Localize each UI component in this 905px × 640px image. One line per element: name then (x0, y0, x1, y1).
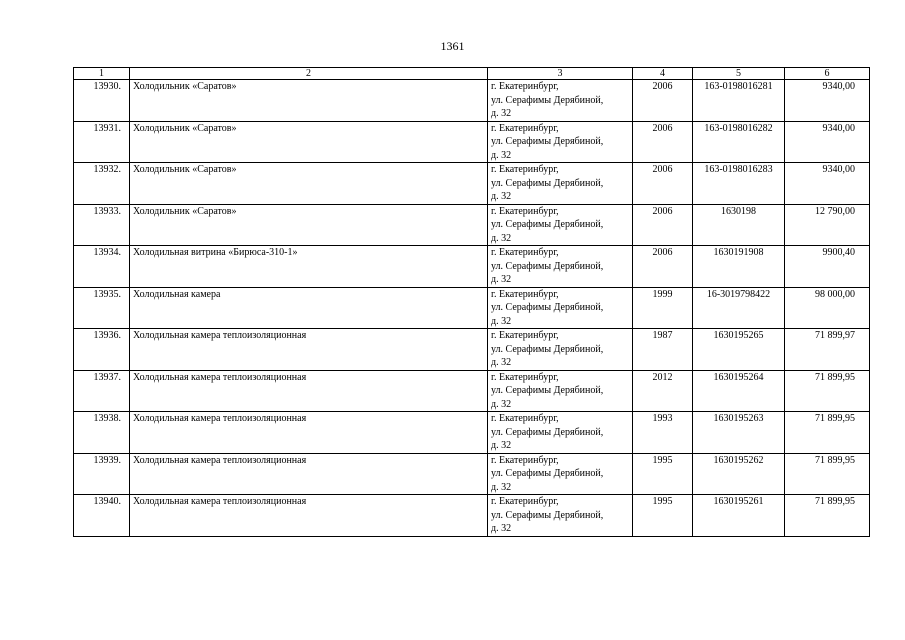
table-row (74, 287, 870, 329)
row-number: 13934. (74, 246, 130, 288)
address-building: д. 32 (491, 357, 512, 368)
item-cost: 71 899,95 (785, 495, 870, 537)
item-inventory-number: 1630191908 (693, 246, 785, 288)
item-cost: 71 899,97 (785, 329, 870, 371)
table-row (74, 495, 870, 537)
item-year: 2006 (633, 246, 693, 288)
item-cost: 9340,00 (785, 163, 870, 205)
item-address (488, 204, 633, 246)
table-row (74, 370, 870, 412)
item-inventory-number: 1630195262 (693, 453, 785, 495)
row-number: 13935. (74, 287, 130, 329)
column-header-cost: 6 (785, 68, 870, 80)
item-year: 2006 (633, 163, 693, 205)
address-building: д. 32 (491, 108, 512, 119)
item-cost: 71 899,95 (785, 453, 870, 495)
address-street: ул. Серафимы Дерябиной, (491, 385, 604, 396)
item-year: 2006 (633, 121, 693, 163)
item-cost: 9340,00 (785, 121, 870, 163)
row-number: 13938. (74, 412, 130, 454)
table-row (74, 163, 870, 205)
item-name: Холодильная камера теплоизоляционная (130, 412, 488, 454)
address-building: д. 32 (491, 315, 512, 327)
address-city: г. Екатеринбург, (491, 454, 559, 466)
item-name: Холодильник «Саратов» (130, 204, 488, 246)
item-year: 2006 (633, 204, 693, 246)
item-inventory-number: 163-0198016283 (693, 163, 785, 205)
item-year: 1999 (633, 287, 693, 329)
item-year: 1993 (633, 412, 693, 454)
item-address (488, 80, 633, 122)
address-street: ул. Серафимы Дерябиной, (491, 260, 604, 272)
item-cost: 9900,40 (785, 246, 870, 288)
item-address (488, 246, 633, 288)
table-row (74, 412, 870, 454)
item-inventory-number: 16-3019798422 (693, 287, 785, 329)
item-year: 2006 (633, 80, 693, 122)
table-row (74, 453, 870, 495)
address-city: г. Екатеринбург, (491, 81, 559, 92)
item-cost: 12 790,00 (785, 204, 870, 246)
item-name: Холодильник «Саратов» (130, 121, 488, 163)
item-cost: 71 899,95 (785, 370, 870, 412)
address-street: ул. Серафимы Дерябиной, (491, 302, 604, 313)
item-inventory-number: 1630195261 (693, 495, 785, 537)
item-inventory-number: 1630198 (693, 204, 785, 246)
item-name: Холодильная камера теплоизоляционная (130, 495, 488, 537)
address-building: д. 32 (491, 440, 512, 451)
column-header-name: 2 (130, 68, 488, 80)
address-building: д. 32 (491, 232, 512, 244)
item-year: 1995 (633, 495, 693, 537)
address-city: г. Екатеринбург, (491, 288, 559, 300)
item-inventory-number: 1630195264 (693, 370, 785, 412)
item-name: Холодильная камера (130, 287, 488, 329)
item-address (488, 495, 633, 537)
item-address (488, 163, 633, 205)
address-building: д. 32 (491, 191, 512, 202)
address-city: г. Екатеринбург, (491, 164, 559, 175)
item-cost: 9340,00 (785, 80, 870, 122)
address-city: г. Екатеринбург, (491, 413, 559, 424)
address-street: ул. Серафимы Дерябиной, (491, 468, 604, 479)
page-number: 1361 (440, 39, 465, 53)
item-address (488, 287, 633, 329)
row-number: 13930. (74, 80, 130, 122)
item-inventory-number: 163-0198016282 (693, 121, 785, 163)
row-number: 13937. (74, 370, 130, 412)
item-cost: 98 000,00 (785, 287, 870, 329)
address-building: д. 32 (491, 481, 512, 493)
row-number: 13933. (74, 204, 130, 246)
item-year: 1987 (633, 329, 693, 371)
item-inventory-number: 1630195263 (693, 412, 785, 454)
address-building: д. 32 (491, 149, 512, 161)
column-header-year: 4 (633, 68, 693, 80)
table-header-row (74, 68, 870, 80)
table-row (74, 80, 870, 122)
property-table (73, 67, 870, 537)
address-city: г. Екатеринбург, (491, 330, 559, 341)
item-cost: 71 899,95 (785, 412, 870, 454)
address-city: г. Екатеринбург, (491, 122, 559, 134)
item-inventory-number: 1630195265 (693, 329, 785, 371)
address-city: г. Екатеринбург, (491, 247, 559, 258)
address-street: ул. Серафимы Дерябиной, (491, 136, 604, 147)
address-city: г. Екатеринбург, (491, 205, 559, 217)
item-name: Холодильная витрина «Бирюса-310-1» (130, 246, 488, 288)
row-number: 13940. (74, 495, 130, 537)
item-name: Холодильная камера теплоизоляционная (130, 453, 488, 495)
item-address (488, 370, 633, 412)
address-street: ул. Серафимы Дерябиной, (491, 509, 604, 521)
item-inventory-number: 163-0198016281 (693, 80, 785, 122)
row-number: 13936. (74, 329, 130, 371)
table-row (74, 121, 870, 163)
item-year: 2012 (633, 370, 693, 412)
address-street: ул. Серафимы Дерябиной, (491, 177, 604, 189)
item-year: 1995 (633, 453, 693, 495)
address-city: г. Екатеринбург, (491, 371, 559, 383)
item-address (488, 121, 633, 163)
table-row (74, 329, 870, 371)
item-address (488, 329, 633, 371)
column-header-address: 3 (488, 68, 633, 80)
item-name: Холодильник «Саратов» (130, 80, 488, 122)
row-number: 13931. (74, 121, 130, 163)
row-number: 13932. (74, 163, 130, 205)
item-name: Холодильная камера теплоизоляционная (130, 329, 488, 371)
table-row (74, 204, 870, 246)
address-building: д. 32 (491, 523, 512, 534)
address-street: ул. Серафимы Дерябиной, (491, 94, 604, 106)
column-header-number: 1 (74, 68, 130, 80)
column-header-inventory: 5 (693, 68, 785, 80)
address-street: ул. Серафимы Дерябиной, (491, 219, 604, 230)
address-city: г. Екатеринбург, (491, 496, 559, 507)
item-address (488, 453, 633, 495)
address-building: д. 32 (491, 398, 512, 410)
address-street: ул. Серафимы Дерябиной, (491, 426, 604, 438)
item-name: Холодильная камера теплоизоляционная (130, 370, 488, 412)
item-address (488, 412, 633, 454)
address-building: д. 32 (491, 274, 512, 285)
table-row (74, 246, 870, 288)
row-number: 13939. (74, 453, 130, 495)
address-street: ул. Серафимы Дерябиной, (491, 343, 604, 355)
item-name: Холодильник «Саратов» (130, 163, 488, 205)
